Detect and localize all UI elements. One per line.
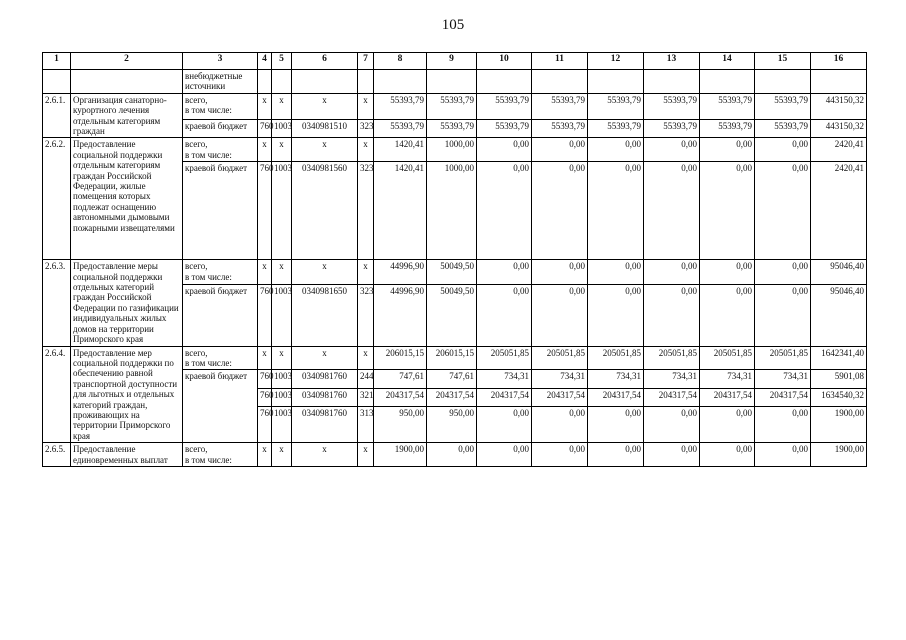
cell-empty: [532, 70, 588, 94]
value-cell: 55393,79: [700, 119, 755, 138]
cell-empty: [358, 70, 374, 94]
column-header: 11: [532, 53, 588, 70]
value-cell: 0,00: [700, 260, 755, 284]
including-label: в том числе:: [185, 271, 232, 282]
cell-empty: [477, 70, 532, 94]
value-cell: 0,00: [427, 443, 477, 467]
item-name: Предоставление мер социальной поддержки по обеспечению равной транспортной доступности для льготных и отдельных категорий граждан, проживающих на территории Приморского края: [71, 346, 183, 443]
value-cell: 55393,79: [588, 93, 644, 119]
value-cell: 0,00: [644, 162, 700, 260]
code-csr: 0340981560: [292, 162, 358, 260]
source-total: [183, 260, 258, 284]
value-cell: 1900,00: [374, 443, 427, 467]
item-name: Предоставление единовременных выплат: [71, 443, 183, 467]
code-grbs: 760: [258, 370, 272, 389]
column-header: 4: [258, 53, 272, 70]
value-cell: 55393,79: [644, 119, 700, 138]
value-cell: 204317,54: [755, 389, 811, 407]
source-regional: краевой бюджет: [183, 162, 258, 260]
including-label: в том числе:: [185, 357, 232, 368]
column-header: 5: [272, 53, 292, 70]
cell-empty: [258, 70, 272, 94]
value-cell: 204317,54: [588, 389, 644, 407]
code-csr: 0340981760: [292, 389, 358, 407]
code-x: x: [258, 346, 272, 370]
value-cell: 55393,79: [644, 93, 700, 119]
value-cell: 204317,54: [374, 389, 427, 407]
header-row: [43, 53, 867, 70]
cell-empty: [755, 70, 811, 94]
code-grbs: 760: [258, 162, 272, 260]
column-header: 12: [588, 53, 644, 70]
value-cell: 55393,79: [427, 119, 477, 138]
code-x: x: [358, 93, 374, 119]
value-cell: 747,61: [427, 370, 477, 389]
cell-empty: [427, 70, 477, 94]
value-cell: 0,00: [532, 284, 588, 346]
column-header: 2: [71, 53, 183, 70]
value-cell: 734,31: [588, 370, 644, 389]
value-cell: 0,00: [588, 260, 644, 284]
code-x: x: [292, 93, 358, 119]
value-cell: 55393,79: [427, 93, 477, 119]
code-rzpr: 1003: [272, 119, 292, 138]
value-cell: 950,00: [374, 407, 427, 443]
table-row: [43, 346, 867, 370]
value-cell: 0,00: [755, 260, 811, 284]
table-row: [43, 443, 867, 467]
code-rzpr: 1003: [272, 389, 292, 407]
value-cell: 0,00: [644, 284, 700, 346]
budget-table: [42, 52, 867, 467]
code-x: x: [272, 138, 292, 162]
item-name: Предоставление социальной поддержки отдельным категориям граждан Российской Федерации, жилые помещения которых подлежат оснащению автономными дымовыми пожарными извещателями: [71, 138, 183, 260]
source-label: внебюджетные источники: [183, 70, 258, 94]
value-cell: 0,00: [532, 260, 588, 284]
value-cell: 1420,41: [374, 162, 427, 260]
total-label: всего,: [185, 261, 208, 272]
total-label: всего,: [185, 139, 208, 150]
item-name: Предоставление меры социальной поддержки отдельных категорий граждан Российской Федерации по газификации индивидуальных жилых домов на территории Приморского края: [71, 260, 183, 346]
source-regional: краевой бюджет: [183, 284, 258, 346]
code-x: x: [258, 138, 272, 162]
column-header: 13: [644, 53, 700, 70]
including-label: в том числе:: [185, 149, 232, 160]
value-cell: 2420,41: [811, 138, 867, 162]
column-header: 10: [477, 53, 532, 70]
value-cell: 0,00: [700, 284, 755, 346]
value-cell: 205051,85: [477, 346, 532, 370]
code-vr: 323: [358, 119, 374, 138]
code-x: x: [272, 93, 292, 119]
value-cell: 734,31: [477, 370, 532, 389]
value-cell: 205051,85: [755, 346, 811, 370]
value-cell: 55393,79: [755, 119, 811, 138]
value-cell: 0,00: [532, 407, 588, 443]
value-cell: 204317,54: [427, 389, 477, 407]
value-cell: 0,00: [477, 284, 532, 346]
value-cell: 5901,08: [811, 370, 867, 389]
cell-empty: [292, 70, 358, 94]
value-cell: 55393,79: [532, 93, 588, 119]
value-cell: 950,00: [427, 407, 477, 443]
code-vr: 323: [358, 162, 374, 260]
column-header: 1: [43, 53, 71, 70]
value-cell: 0,00: [755, 162, 811, 260]
value-cell: 0,00: [755, 138, 811, 162]
value-cell: 205051,85: [644, 346, 700, 370]
value-cell: 0,00: [644, 260, 700, 284]
value-cell: 50049,50: [427, 260, 477, 284]
code-rzpr: 1003: [272, 370, 292, 389]
source-total: [183, 346, 258, 370]
value-cell: 0,00: [532, 443, 588, 467]
value-cell: 44996,90: [374, 284, 427, 346]
code-vr: 323: [358, 284, 374, 346]
code-x: x: [272, 260, 292, 284]
value-cell: 204317,54: [644, 389, 700, 407]
value-cell: 1000,00: [427, 162, 477, 260]
cell-empty: [811, 70, 867, 94]
value-cell: 1420,41: [374, 138, 427, 162]
value-cell: 0,00: [644, 443, 700, 467]
code-x: x: [258, 443, 272, 467]
value-cell: 0,00: [477, 260, 532, 284]
total-label: всего,: [185, 347, 208, 358]
value-cell: 0,00: [532, 162, 588, 260]
value-cell: 0,00: [532, 138, 588, 162]
including-label: в том числе:: [185, 105, 232, 116]
table-row: [43, 138, 867, 162]
column-header: 15: [755, 53, 811, 70]
code-x: x: [292, 260, 358, 284]
code-csr: 0340981760: [292, 407, 358, 443]
source-total: [183, 443, 258, 467]
code-x: x: [272, 443, 292, 467]
value-cell: 0,00: [588, 407, 644, 443]
table-row: [43, 260, 867, 284]
column-header: 8: [374, 53, 427, 70]
item-number: 2.6.1.: [43, 93, 71, 138]
column-header: 6: [292, 53, 358, 70]
table-row: [43, 93, 867, 119]
cell-num: [43, 70, 71, 94]
code-x: x: [358, 260, 374, 284]
code-csr: 0340981650: [292, 284, 358, 346]
value-cell: 44996,90: [374, 260, 427, 284]
value-cell: 55393,79: [532, 119, 588, 138]
value-cell: 734,31: [700, 370, 755, 389]
code-x: x: [272, 346, 292, 370]
value-cell: 50049,50: [427, 284, 477, 346]
value-cell: 206015,15: [427, 346, 477, 370]
value-cell: 55393,79: [477, 119, 532, 138]
value-cell: 734,31: [532, 370, 588, 389]
value-cell: 0,00: [644, 138, 700, 162]
page-number: 105: [441, 17, 465, 33]
value-cell: 55393,79: [374, 93, 427, 119]
code-vr: 313: [358, 407, 374, 443]
value-cell: 55393,79: [588, 119, 644, 138]
total-label: всего,: [185, 94, 208, 105]
code-rzpr: 1003: [272, 284, 292, 346]
code-x: x: [358, 138, 374, 162]
value-cell: 0,00: [700, 162, 755, 260]
code-x: x: [258, 93, 272, 119]
code-x: x: [292, 443, 358, 467]
value-cell: 1900,00: [811, 407, 867, 443]
cell-empty: [700, 70, 755, 94]
value-cell: 443150,32: [811, 119, 867, 138]
value-cell: 204317,54: [532, 389, 588, 407]
value-cell: 0,00: [477, 162, 532, 260]
code-x: x: [292, 346, 358, 370]
value-cell: 734,31: [755, 370, 811, 389]
value-cell: 55393,79: [700, 93, 755, 119]
cell-empty: [588, 70, 644, 94]
source-total: [183, 93, 258, 119]
code-vr: 244: [358, 370, 374, 389]
value-cell: 747,61: [374, 370, 427, 389]
code-x: x: [358, 443, 374, 467]
value-cell: 0,00: [700, 407, 755, 443]
value-cell: 0,00: [755, 443, 811, 467]
value-cell: 443150,32: [811, 93, 867, 119]
cell-empty: [644, 70, 700, 94]
table-row: [43, 70, 867, 94]
code-rzpr: 1003: [272, 407, 292, 443]
value-cell: 205051,85: [532, 346, 588, 370]
value-cell: 0,00: [477, 138, 532, 162]
source-regional: краевой бюджет: [183, 370, 258, 443]
value-cell: 204317,54: [477, 389, 532, 407]
value-cell: 0,00: [700, 443, 755, 467]
value-cell: 0,00: [644, 407, 700, 443]
value-cell: 205051,85: [700, 346, 755, 370]
source-regional: краевой бюджет: [183, 119, 258, 138]
column-header: 9: [427, 53, 477, 70]
value-cell: 55393,79: [477, 93, 532, 119]
value-cell: 0,00: [700, 138, 755, 162]
code-rzpr: 1003: [272, 162, 292, 260]
value-cell: 205051,85: [588, 346, 644, 370]
value-cell: 0,00: [477, 407, 532, 443]
code-grbs: 760: [258, 389, 272, 407]
value-cell: 2420,41: [811, 162, 867, 260]
value-cell: 0,00: [588, 162, 644, 260]
value-cell: 734,31: [644, 370, 700, 389]
code-csr: 0340981760: [292, 370, 358, 389]
item-number: 2.6.3.: [43, 260, 71, 346]
value-cell: 0,00: [755, 407, 811, 443]
value-cell: 204317,54: [700, 389, 755, 407]
code-grbs: 760: [258, 407, 272, 443]
code-x: x: [292, 138, 358, 162]
code-grbs: 760: [258, 119, 272, 138]
value-cell: 55393,79: [374, 119, 427, 138]
value-cell: 55393,79: [755, 93, 811, 119]
value-cell: 0,00: [588, 284, 644, 346]
item-number: 2.6.2.: [43, 138, 71, 260]
value-cell: 0,00: [755, 284, 811, 346]
value-cell: 0,00: [477, 443, 532, 467]
code-vr: 321: [358, 389, 374, 407]
source-total: [183, 138, 258, 162]
value-cell: 1900,00: [811, 443, 867, 467]
code-x: x: [258, 260, 272, 284]
cell-empty: [272, 70, 292, 94]
value-cell: 1634540,32: [811, 389, 867, 407]
including-label: в том числе:: [185, 454, 232, 465]
item-number: 2.6.5.: [43, 443, 71, 467]
cell-name: [71, 70, 183, 94]
total-label: всего,: [185, 444, 208, 455]
value-cell: 1642341,40: [811, 346, 867, 370]
value-cell: 206015,15: [374, 346, 427, 370]
cell-empty: [374, 70, 427, 94]
column-header: 7: [358, 53, 374, 70]
value-cell: 0,00: [588, 443, 644, 467]
code-csr: 0340981510: [292, 119, 358, 138]
item-name: Организация санаторно-курортного лечения отдельным категориям граждан: [71, 93, 183, 138]
column-header: 3: [183, 53, 258, 70]
column-header: 14: [700, 53, 755, 70]
value-cell: 95046,40: [811, 260, 867, 284]
code-grbs: 760: [258, 284, 272, 346]
code-x: x: [358, 346, 374, 370]
value-cell: 0,00: [588, 138, 644, 162]
value-cell: 1000,00: [427, 138, 477, 162]
value-cell: 95046,40: [811, 284, 867, 346]
column-header: 16: [811, 53, 867, 70]
item-number: 2.6.4.: [43, 346, 71, 443]
